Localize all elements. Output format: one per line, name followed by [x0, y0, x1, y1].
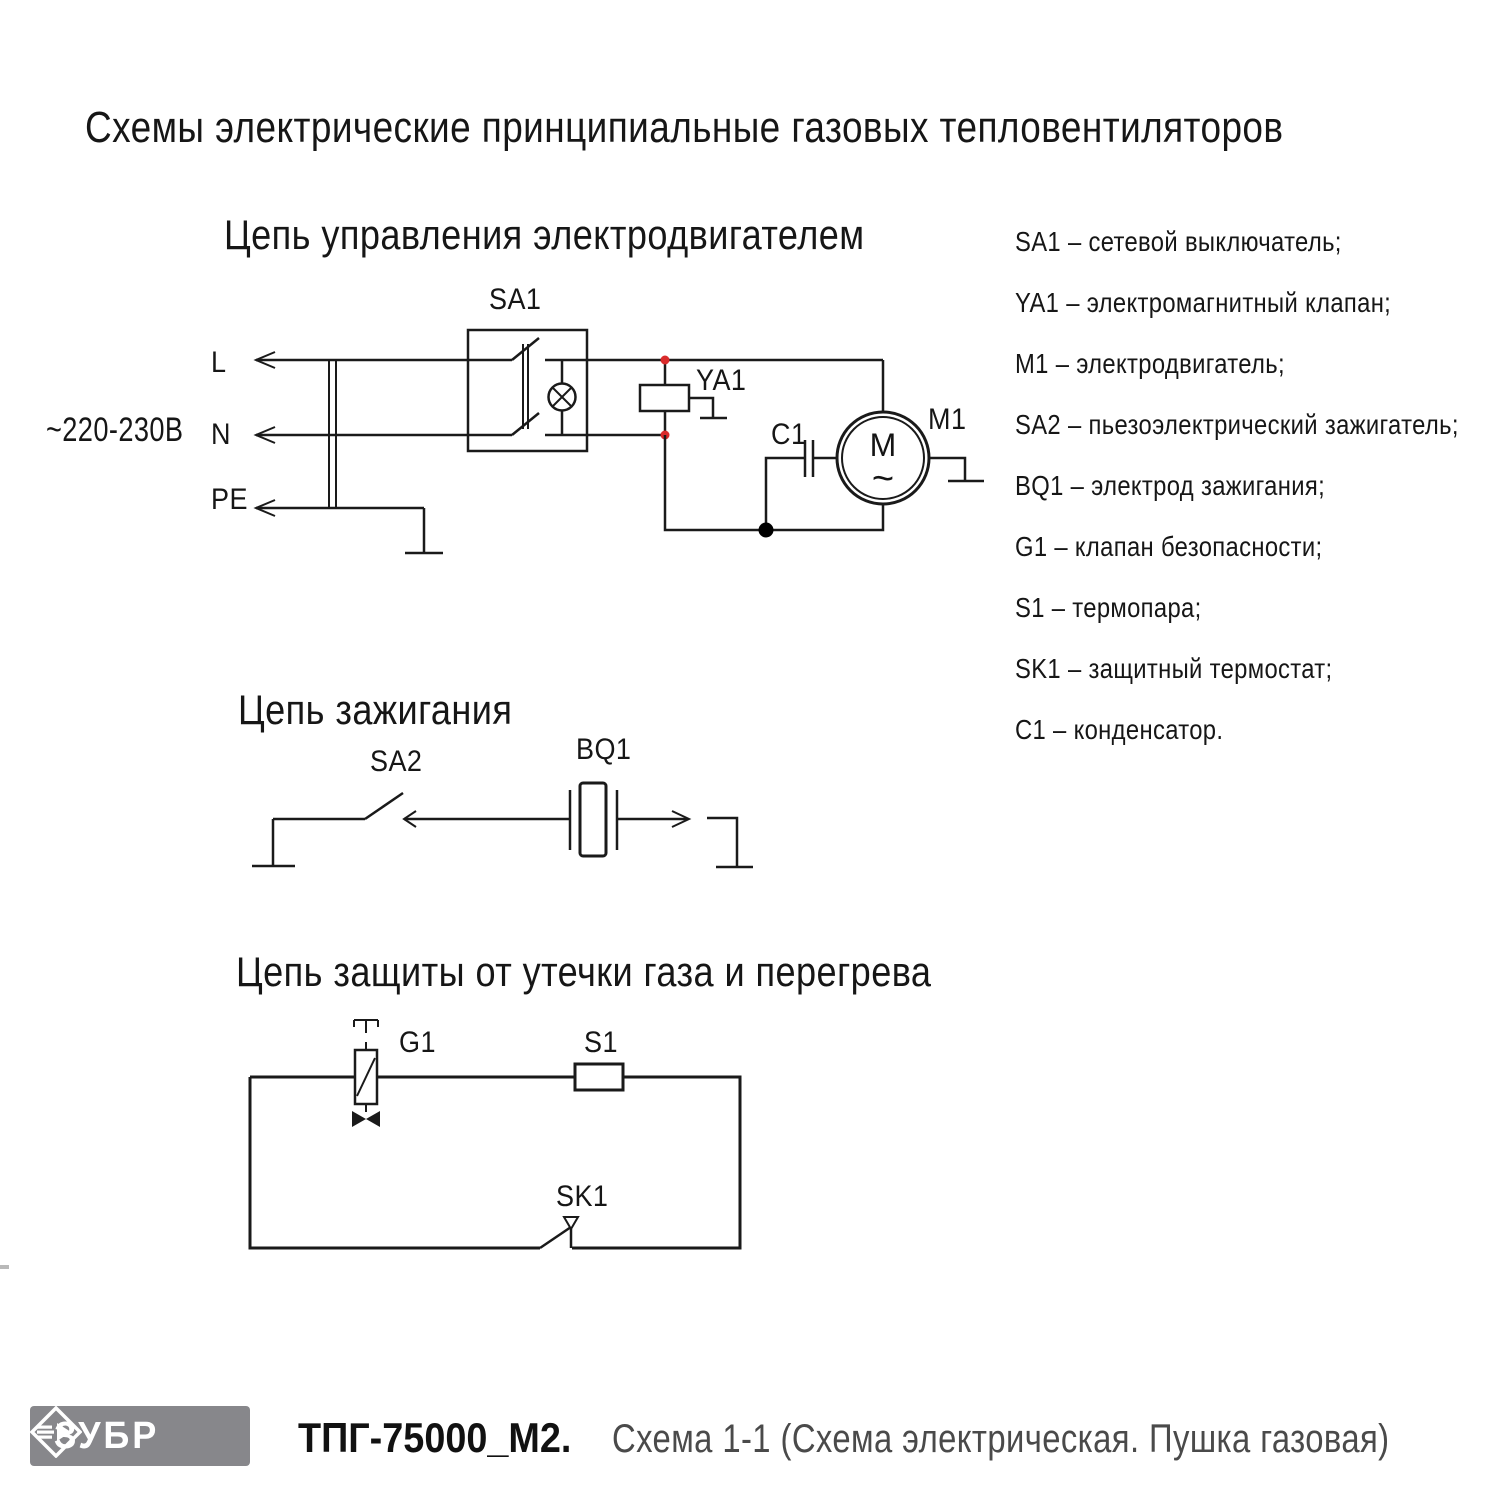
motor-ground-icon [929, 458, 984, 481]
footer-caption-line [298, 1414, 1500, 1462]
scheme-caption: Схема 1-1 (Схема электрическая. Пушка газовая) [612, 1417, 1390, 1461]
section-header-protection: Цепь защиты от утечки газа и перегрева [236, 948, 932, 995]
terminal-label-pe: PE [211, 483, 248, 516]
legend-item-c1: C1 – конденсатор. [1015, 714, 1224, 745]
pe-ground-icon [405, 508, 443, 553]
bq1-electrode-symbol [570, 783, 617, 856]
protection-loop [250, 1077, 740, 1248]
voltage-label: ~220-230В [46, 411, 184, 449]
s1-thermocouple-symbol [575, 1064, 623, 1090]
legend-item-sa1: SA1 – сетевой выключатель; [1015, 226, 1342, 257]
junction-dot-red [661, 356, 670, 365]
ya1-ground-icon [689, 398, 727, 418]
section-header-motor-control: Цепь управления электродвигателем [224, 211, 865, 258]
terminal-label-l: L [211, 346, 227, 379]
g1-label: G1 [399, 1026, 436, 1059]
legend-item-s1: S1 – термопара; [1015, 592, 1202, 623]
junction-dot-black [759, 523, 774, 538]
legend-item-sk1: SK1 – защитный термостат; [1015, 653, 1333, 684]
sk1-label: SK1 [556, 1180, 609, 1213]
sa1-label: SA1 [489, 283, 542, 316]
sk1-thermostat-symbol [540, 1217, 578, 1248]
g1-valve-icon [366, 1111, 380, 1127]
left-ground-icon [252, 819, 295, 866]
motor-ac-symbol: ~ [871, 458, 895, 500]
terminal-label-n: N [211, 418, 231, 451]
s1-label: S1 [584, 1026, 618, 1059]
ignition-circuit [252, 783, 753, 867]
legend-item-g1: G1 – клапан безопасности; [1015, 531, 1323, 562]
g1-safety-valve-symbol [352, 1020, 380, 1127]
right-electrode-wire [707, 818, 737, 866]
sa2-label: SA2 [370, 745, 423, 778]
protection-circuit [250, 1020, 740, 1248]
ya1-label: YA1 [696, 364, 747, 397]
bq1-label: BQ1 [576, 733, 632, 766]
page-title: Схемы электрические принципиальные газовых тепловентиляторов [85, 103, 1284, 152]
m1-label: M1 [928, 403, 967, 436]
motor-m-letter: M [869, 427, 897, 463]
capacitor-branch-wire [766, 458, 838, 530]
legend-item-bq1: BQ1 – электрод зажигания; [1015, 470, 1326, 501]
g1-thermocouple-link [354, 1020, 378, 1050]
section-header-ignition: Цепь зажигания [238, 686, 513, 733]
lamp-icon [549, 360, 576, 435]
brand-logo [30, 1406, 250, 1466]
g1-valve-icon [352, 1111, 366, 1127]
brand-name: ЗУБР [54, 1414, 160, 1457]
legend-item-sa2: SA2 – пьезоэлектрический зажигатель; [1015, 409, 1459, 440]
legend [1015, 226, 1500, 775]
sa2-switch-blade [365, 793, 403, 819]
sa1-mechanical-link [523, 344, 528, 429]
legend-item-m1: M1 – электродвигатель; [1015, 348, 1285, 379]
sa1-switch-blades [512, 338, 539, 435]
legend-item-ya1: YA1 – электромагнитный клапан; [1015, 287, 1392, 318]
model-number: ТПГ-75000_М2. [298, 1414, 572, 1461]
page-edge-mark [0, 1265, 9, 1269]
c1-label: C1 [771, 418, 807, 451]
